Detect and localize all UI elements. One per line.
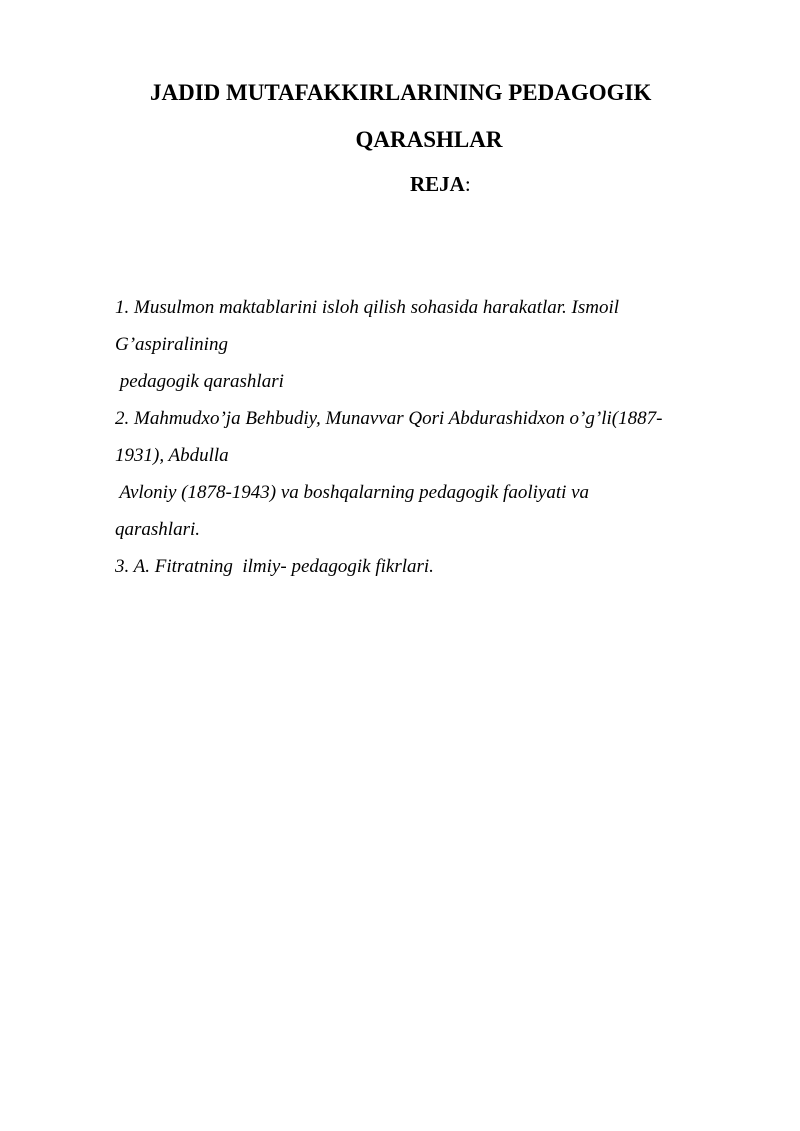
plan-list <box>115 289 755 585</box>
plan-line: Avloniy (1878-1943) va boshqalarning pedagogik faoliyati va <box>115 482 590 503</box>
plan-line: qarashlari. <box>115 519 200 540</box>
plan-line: 1. Musulmon maktablarini isloh qilish sohasida harakatlar. Ismoil <box>115 297 620 318</box>
plan-heading-colon: : <box>464 172 471 196</box>
plan-line: 2. Mahmudxo’ja Behbudiy, Munavvar Qori Abdurashidxon o’g’li(1887- <box>115 408 663 429</box>
plan-heading <box>410 171 471 197</box>
plan-line: G’aspiralining <box>115 334 228 355</box>
plan-line: pedagogik qarashlari <box>115 371 284 392</box>
plan-heading-label: REJA <box>410 172 465 196</box>
plan-line: 1931), Abdulla <box>115 445 229 466</box>
document-title-line-1: JADID MUTAFAKKIRLARINING PEDAGOGIK <box>150 80 652 105</box>
document-title-line-2: QARASHLAR <box>355 127 503 152</box>
plan-line: 3. A. Fitratning ilmiy- pedagogik fikrlari. <box>115 556 434 577</box>
